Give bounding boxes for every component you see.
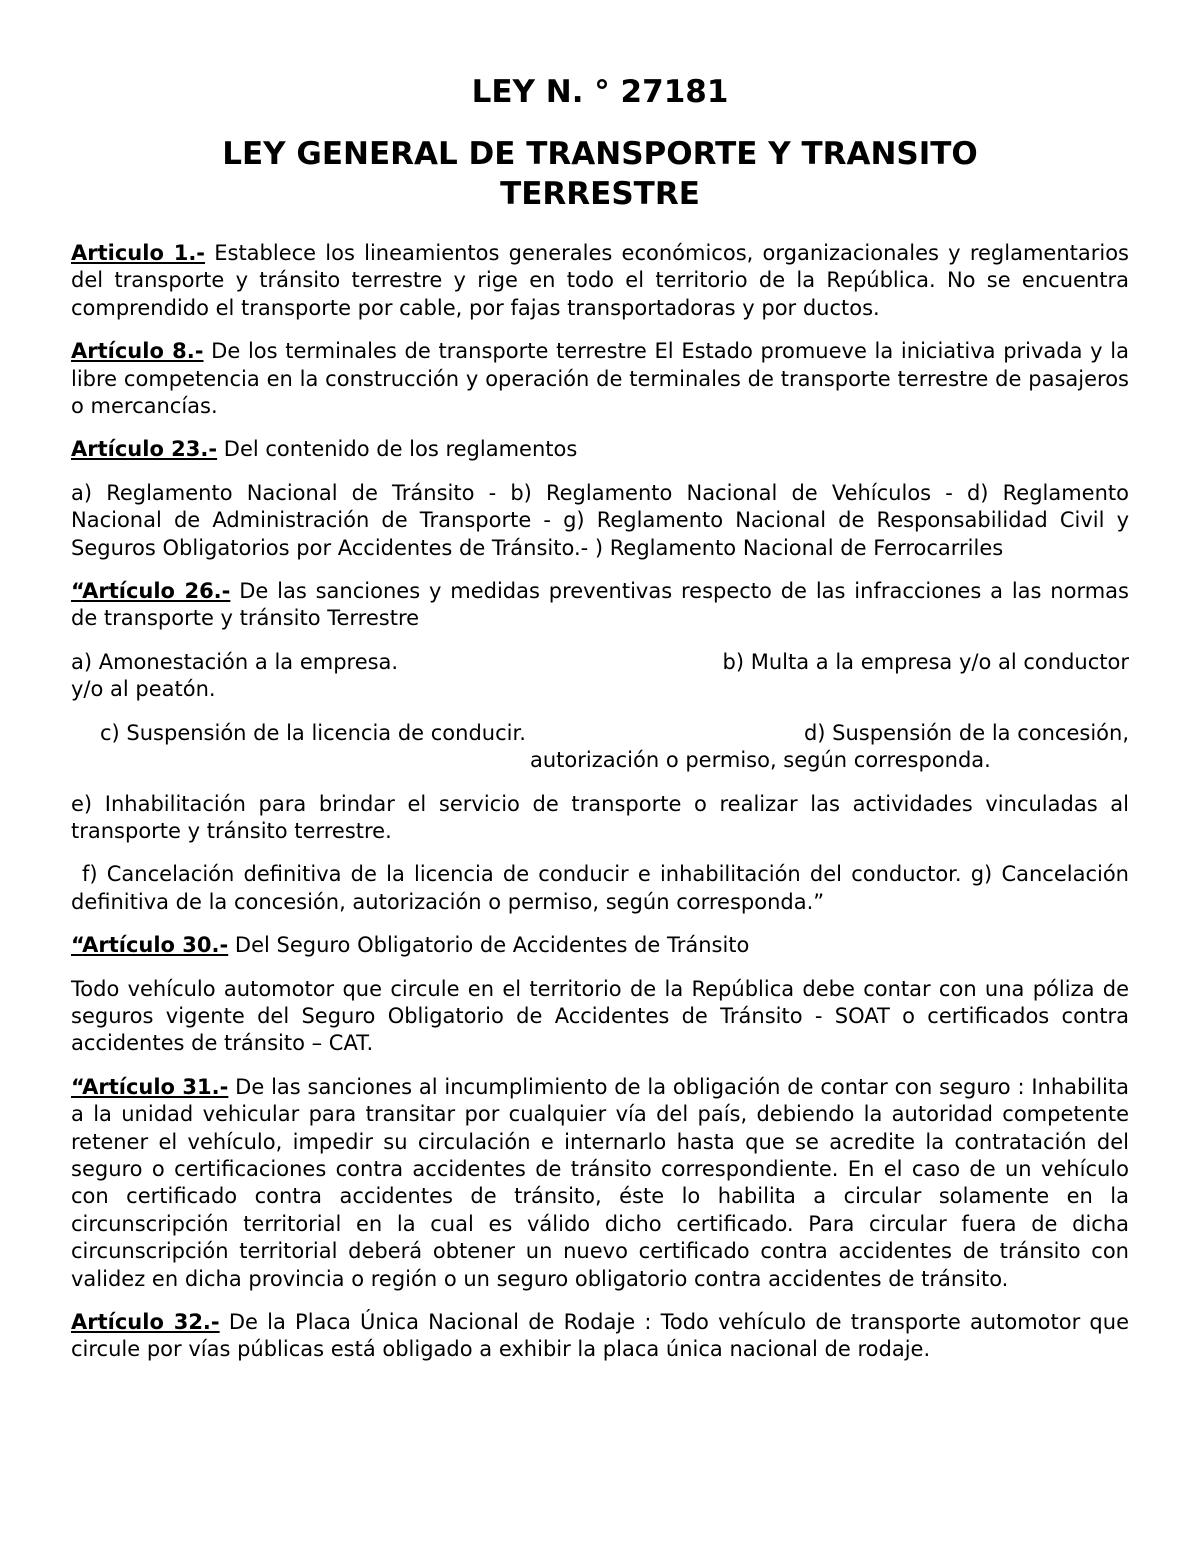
article-26 bbox=[71, 578, 1129, 633]
sanction-item-b: b) Multa a la empresa y/o al conductor bbox=[722, 649, 1129, 674]
article-26-text: De las sanciones y medidas preventivas respecto de las infracciones a las normas de transporte y tránsito Terrestre bbox=[71, 579, 1129, 631]
article-1 bbox=[71, 240, 1129, 322]
article-32-label: Artículo 32.- bbox=[71, 1310, 220, 1334]
sanction-item-b-continued: y/o al peatón. bbox=[71, 677, 216, 702]
article-32 bbox=[71, 1309, 1129, 1364]
article-26-label-text: Artículo 26.- bbox=[82, 579, 231, 604]
sanction-item-c: c) Suspensión de la licencia de conducir. bbox=[100, 720, 526, 745]
article-23-regulations-list: a) Reglamento Nacional de Tránsito - b) Reglamento Nacional de Vehículos - d) Reglamento Nacional de Administración de Transporte - g) Reglamento Nacional de Responsabilidad Civil y Seguros Obligatorios por Accidentes de Tránsito.- ) Reglamento Nacional de Ferrocarriles bbox=[71, 480, 1129, 560]
article-23 bbox=[71, 436, 1129, 463]
sanctions-c-d bbox=[71, 720, 1129, 775]
article-31-text: De las sanciones al incumplimiento de la obligación de contar con seguro : Inhabilita a la unidad vehicular para transitar por cualquier vía del país, debiendo la autoridad competente retener el vehículo, impedir su circulación e internarlo hasta que se acredite la contratación del seguro o certificaciones contra accidentes de tránsito correspondiente. En el caso de un vehículo con certificado contra accidentes de tránsito, éste lo habilita a circular solamente en la circunscripción territorial en la cual es válido dicho certificado. Para circular fuera de dicha circunscripción territorial deberá obtener un nuevo certificado contra accidentes de tránsito con validez en dicha provincia o región o un seguro obligatorio contra accidentes de tránsito. bbox=[71, 1074, 1129, 1291]
article-30-body: Todo vehículo automotor que circule en el territorio de la República debe contar con una póliza de seguros vigente del Seguro Obligatorio de Accidentes de Tránsito - SOAT o certificados contra accidentes de tránsito – CAT. bbox=[71, 976, 1129, 1056]
sanction-item-e: e) Inhabilitación para brindar el servicio de transporte o realizar las actividades vinculadas al transporte y tránsito terrestre. bbox=[71, 791, 1129, 843]
article-1-text: Establece los lineamientos generales económicos, organizacionales y reglamentarios del transporte y tránsito terrestre y rige en todo el territorio de la República. No se encuentra comprendido el transporte por cable, por fajas transportadoras y por ductos. bbox=[71, 241, 1129, 320]
article-30-quote: “ bbox=[71, 933, 83, 958]
sanction-item-d-continued: autorización o permiso, según corresponda. bbox=[530, 748, 991, 773]
article-30 bbox=[71, 932, 1129, 959]
article-8-label: Artículo 8.- bbox=[71, 339, 204, 364]
article-8-text: De los terminales de transporte terrestre El Estado promueve la iniciativa privada y la libre competencia en la construcción y operación de terminales de transporte terrestre de pasajeros o mercancías. bbox=[71, 339, 1129, 419]
article-30-label bbox=[71, 933, 228, 957]
sanction-item-d: d) Suspensión de la concesión, bbox=[803, 720, 1129, 745]
law-name-title bbox=[71, 134, 1129, 214]
article-32-text: De la Placa Única Nacional de Rodaje : Todo vehículo de transporte automotor que circule por vías públicas está obligado a exhibir la placa única nacional de rodaje. bbox=[71, 1310, 1129, 1362]
article-31 bbox=[71, 1074, 1129, 1293]
article-23-label: Artículo 23.- bbox=[71, 437, 218, 462]
article-23-text: Del contenido de los reglamentos bbox=[217, 437, 578, 462]
law-number-title: LEY N. ° 27181 bbox=[471, 74, 729, 110]
law-name-line-2: TERRESTRE bbox=[500, 176, 700, 212]
law-name-line-1: LEY GENERAL DE TRANSPORTE Y TRANSITO bbox=[222, 136, 978, 172]
article-31-label-text: Artículo 31.- bbox=[82, 1074, 229, 1099]
sanction-item-a: a) Amonestación a la empresa. bbox=[71, 649, 399, 674]
article-26-label bbox=[71, 579, 230, 603]
article-26-quote: “ bbox=[71, 579, 83, 604]
article-1-label: Articulo 1.- bbox=[71, 241, 206, 265]
article-31-quote: “ bbox=[71, 1074, 83, 1099]
article-30-label-text: Artículo 30.- bbox=[82, 933, 229, 958]
article-31-label bbox=[71, 1075, 228, 1099]
article-30-text: Del Seguro Obligatorio de Accidentes de Tránsito bbox=[228, 933, 750, 958]
article-8 bbox=[71, 338, 1129, 420]
sanctions-a-b bbox=[71, 649, 1129, 704]
sanction-items-f-g: f) Cancelación definitiva de la licencia de conducir e inhabilitación del conductor. g) Cancelación definitiva de la concesión, autorización o permiso, según corresponda.” bbox=[71, 862, 1129, 914]
